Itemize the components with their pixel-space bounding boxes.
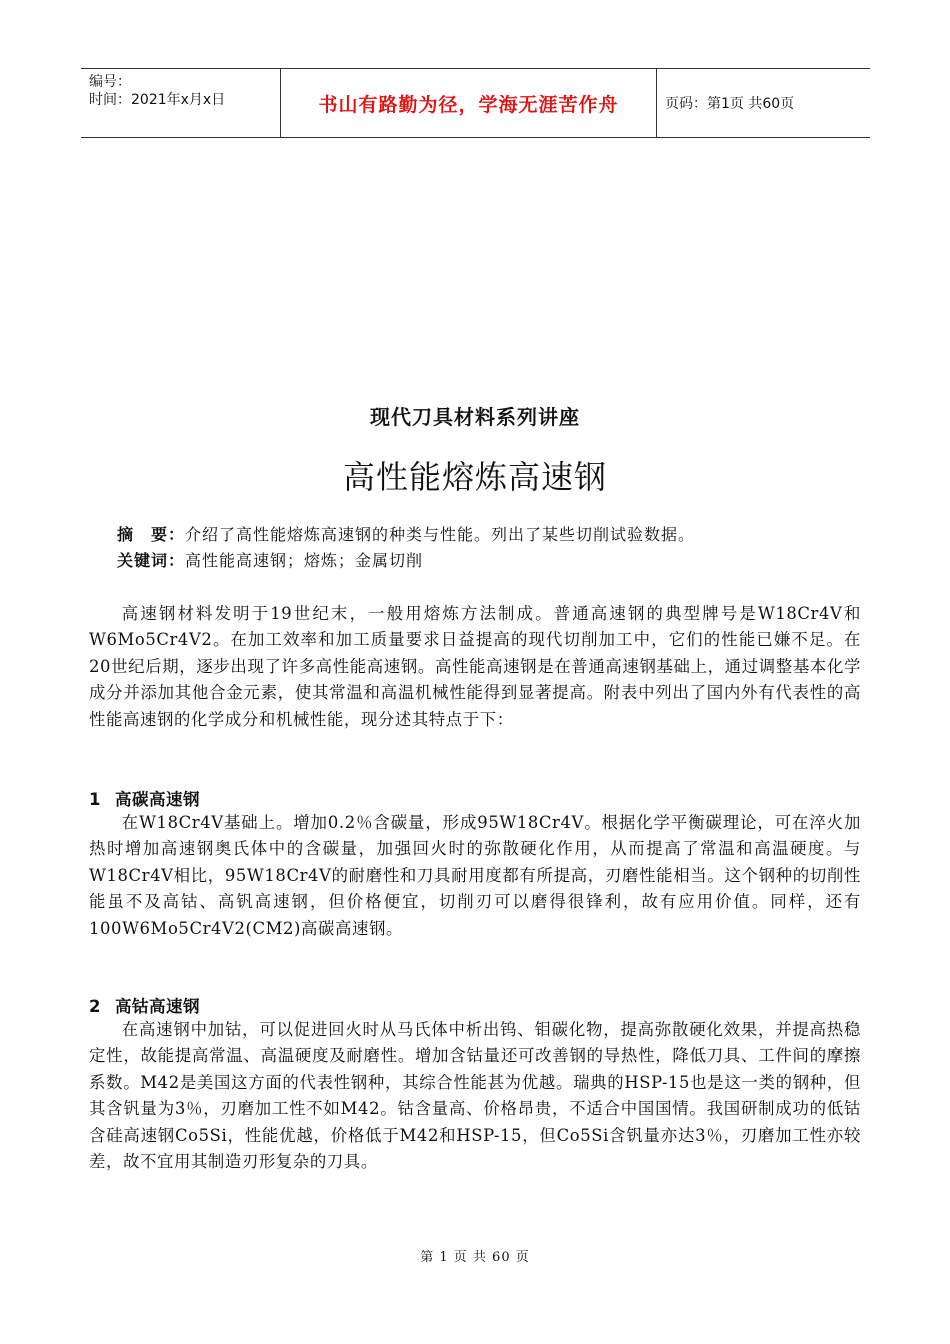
header-motto: 书山有路勤为径，学海无涯苦作舟 <box>281 69 657 137</box>
keywords-text: 高性能高速钢；熔炼；金属切削 <box>185 551 424 570</box>
intro-paragraph <box>89 601 861 733</box>
keywords-label: 关键词： <box>117 551 186 570</box>
intro-text: 高速钢材料发明于19世纪末，一般用熔炼方法制成。普通高速钢的典型牌号是W18Cr4V和W6Mo5Cr4V2。在加工效率和加工质量要求日益提高的现代切削加工中，它们的性能已嫌不足。在20世纪后期，逐步出现了许多高性能高速钢。高性能高速钢是在普通高速钢基础上，通过调整基本化学成分并添加其他合金元素，使其常温和高温机械性能得到显著提高。附表中列出了国内外有代表性的高性能高速钢的化学成分和机械性能，现分述其特点于下： <box>89 604 861 729</box>
number-label: 编号： <box>89 74 131 90</box>
section-title: 高碳高速钢 <box>115 790 200 809</box>
section-heading <box>89 786 200 810</box>
page-title: 高性能熔炼高速钢 <box>342 458 607 496</box>
keywords <box>117 548 877 574</box>
series-title: 现代刀具材料系列讲座 <box>370 405 580 429</box>
header-table <box>81 68 870 138</box>
header-page-info: 页码：第1页 共60页 <box>665 96 795 112</box>
section-body <box>89 1017 861 1175</box>
abstract-label: 摘 要： <box>117 525 186 544</box>
section-text: 在W18Cr4V基础上。增加0.2％含碳量，形成95W18Cr4V。根据化学平衡碳理论，可在淬火加热时增加高速钢奥氏体中的含碳量，加强回火时的弥散硬化作用，从而提高了常温和高温硬度。与W18Cr4V相比，95W18Cr4V的耐磨性和刀具耐用度都有所提高，刃磨性能相当。这个钢种的切削性能虽不及高钴、高钒高速钢，但价格便宜，切削刃可以磨得很锋利，故有应用价值。同样，还有100W6Mo5Cr4V2(CM2)高碳高速钢。 <box>89 813 861 938</box>
abstract-text: 介绍了高性能熔炼高速钢的种类与性能。列出了某些切削试验数据。 <box>185 525 696 544</box>
section-title: 高钴高速钢 <box>115 997 200 1016</box>
date-label: 时间：2021年x月x日 <box>89 92 226 108</box>
header-meta-cell <box>81 69 281 137</box>
section-body <box>89 810 861 942</box>
section-number: 2 <box>89 997 101 1016</box>
section-text: 在高速钢中加钴，可以促进回火时从马氏体中析出钨、钼碳化物，提高弥散硬化效果，并提高热稳定性，故能提高常温、高温硬度及耐磨性。增加含钴量还可改善钢的导热性，降低刀具、工件间的摩擦系数。M42是美国这方面的代表性钢种，其综合性能甚为优越。瑞典的HSP-15也是这一类的钢种，但其含钒量为3％，刃磨加工性不如M42。钴含量高、价格昂贵，不适合中国国情。我国研制成功的低钴含硅高速钢Co5Si，性能优越，价格低于M42和HSP-15，但Co5Si含钒量亦达3％，刃磨加工性亦较差，故不宜用其制造刃形复杂的刀具。 <box>89 1020 861 1172</box>
section-heading <box>89 993 200 1017</box>
page-footer: 第 1 页 共 60 页 <box>420 1250 530 1265</box>
abstract <box>117 522 877 548</box>
section-number: 1 <box>89 790 101 809</box>
